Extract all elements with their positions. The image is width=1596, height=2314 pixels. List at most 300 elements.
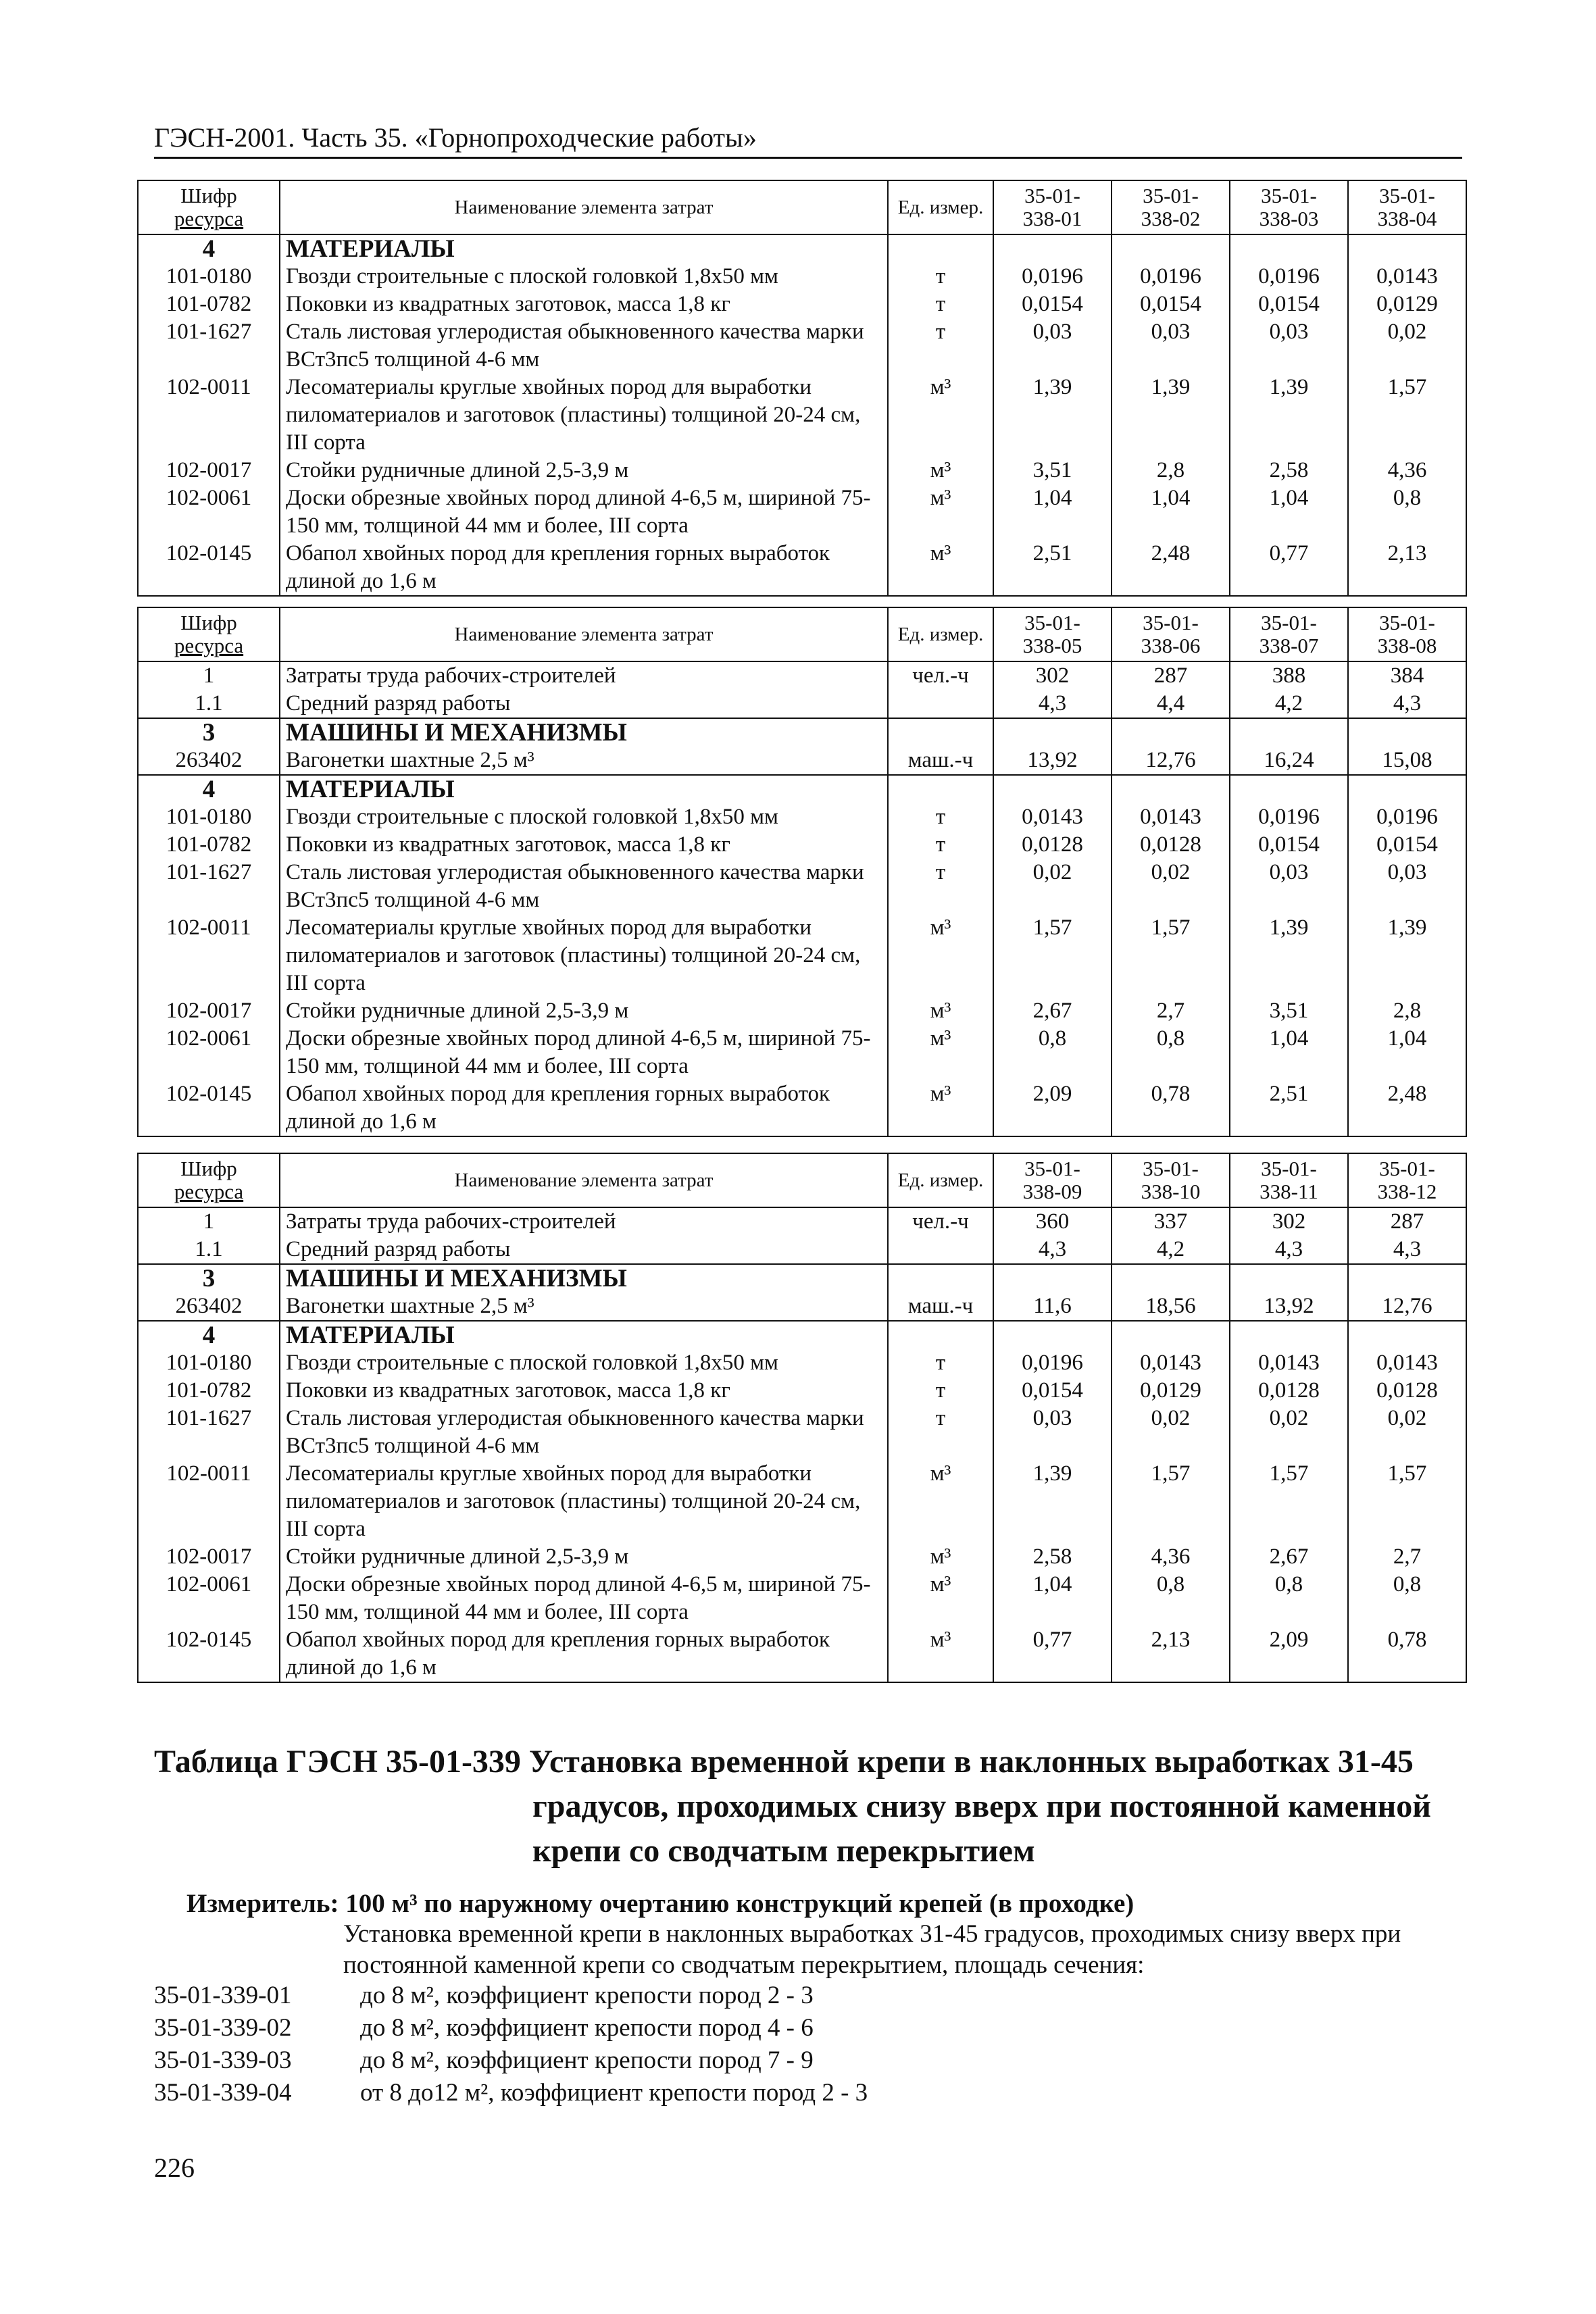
row-value — [1348, 1321, 1466, 1349]
header-norm-line1: 35-01- — [1024, 611, 1080, 634]
row-value: 0,03 — [993, 318, 1112, 374]
row-value: 384 — [1348, 661, 1466, 690]
row-value: 2,7 — [1112, 997, 1230, 1025]
row-value: 1,39 — [993, 1460, 1112, 1543]
header-norm-code — [1112, 180, 1230, 234]
header-norm-line1: 35-01- — [1379, 611, 1435, 634]
header-norm-code — [1348, 180, 1466, 234]
row-value: 0,0154 — [993, 291, 1112, 318]
table-row — [138, 540, 1466, 596]
row-value: 4,3 — [1348, 690, 1466, 718]
row-value: 13,92 — [1230, 1292, 1348, 1321]
row-code: 101-0782 — [138, 291, 280, 318]
row-unit: м³ — [888, 484, 993, 540]
header-norm-line1: 35-01- — [1143, 611, 1199, 634]
header-norm-code — [993, 180, 1112, 234]
table-row — [138, 1377, 1466, 1405]
row-unit: м³ — [888, 374, 993, 457]
row-code: 4 — [138, 1321, 280, 1349]
row-code: 1.1 — [138, 690, 280, 718]
row-code: 1 — [138, 661, 280, 690]
table-row — [138, 1236, 1466, 1264]
row-unit: маш.-ч — [888, 1292, 993, 1321]
row-name: Лесоматериалы круглые хвойных пород для выработки пиломатериалов и заготовок (пластины) толщиной 20-24 см, III сорта — [280, 1460, 888, 1543]
row-name: Лесоматериалы круглые хвойных пород для выработки пиломатериалов и заготовок (пластины) толщиной 20-24 см, III сорта — [280, 374, 888, 457]
section-row — [138, 718, 1466, 747]
row-value: 1,57 — [993, 914, 1112, 997]
resource-table-3 — [137, 1153, 1467, 1683]
row-value: 0,03 — [1230, 318, 1348, 374]
row-name: МАТЕРИАЛЫ — [280, 775, 888, 803]
section-row — [138, 1264, 1466, 1292]
row-value: 0,02 — [1348, 318, 1466, 374]
row-unit — [888, 234, 993, 263]
row-code: 102-0061 — [138, 1025, 280, 1080]
row-name: Доски обрезные хвойных пород длиной 4-6,5 м, шириной 75-150 мм, толщиной 44 мм и более, III сорта — [280, 1571, 888, 1626]
resource-table-body — [138, 1153, 1466, 1682]
table-row — [138, 291, 1466, 318]
row-code: 101-0782 — [138, 831, 280, 859]
row-value: 0,0196 — [1112, 263, 1230, 291]
table-row — [138, 661, 1466, 690]
row-name: Стойки рудничные длиной 2,5-3,9 м — [280, 997, 888, 1025]
row-code: 102-0145 — [138, 540, 280, 596]
row-value: 0,78 — [1112, 1080, 1230, 1136]
row-unit: чел.-ч — [888, 661, 993, 690]
table-row — [138, 1571, 1466, 1626]
header-norm-line2: 338-10 — [1141, 1180, 1201, 1203]
header-code-line2: ресурса — [174, 634, 244, 657]
page-number: 226 — [154, 2153, 195, 2183]
code-number: 35-01-339-02 — [154, 2014, 292, 2042]
table-row — [138, 1025, 1466, 1080]
row-name: Затраты труда рабочих-строителей — [280, 1207, 888, 1236]
row-value: 0,0196 — [1230, 263, 1348, 291]
table-row — [138, 1626, 1466, 1682]
row-value: 1,04 — [993, 1571, 1112, 1626]
row-value: 0,0128 — [993, 831, 1112, 859]
row-name: Доски обрезные хвойных пород длиной 4-6,5 м, шириной 75-150 мм, толщиной 44 мм и более, III сорта — [280, 484, 888, 540]
row-name: МАШИНЫ И МЕХАНИЗМЫ — [280, 1264, 888, 1292]
header-name: Наименование элемента затрат — [280, 1153, 888, 1207]
row-value: 2,48 — [1348, 1080, 1466, 1136]
row-value: 2,8 — [1348, 997, 1466, 1025]
row-name: Стойки рудничные длиной 2,5-3,9 м — [280, 1543, 888, 1571]
row-value: 16,24 — [1230, 747, 1348, 775]
row-value: 13,92 — [993, 747, 1112, 775]
header-norm-code — [1348, 1153, 1466, 1207]
table-row — [138, 914, 1466, 997]
table-row — [138, 831, 1466, 859]
row-value: 360 — [993, 1207, 1112, 1236]
row-value: 0,0129 — [1112, 1377, 1230, 1405]
code-text: до 8 м², коэффициент крепости пород 7 - 9 — [360, 2046, 814, 2074]
row-value: 0,78 — [1348, 1626, 1466, 1682]
header-norm-line1: 35-01- — [1261, 184, 1317, 207]
row-name: Гвозди строительные с плоской головкой 1,8х50 мм — [280, 1349, 888, 1377]
row-value: 1,39 — [1230, 374, 1348, 457]
row-value: 0,77 — [1230, 540, 1348, 596]
caption-line-2: градусов, проходимых снизу вверх при постоянной каменной — [532, 1788, 1431, 1824]
row-value: 4,3 — [1230, 1236, 1348, 1264]
row-code: 101-1627 — [138, 1405, 280, 1460]
row-value: 2,58 — [1230, 457, 1348, 484]
row-code: 102-0017 — [138, 997, 280, 1025]
row-name: Доски обрезные хвойных пород длиной 4-6,5 м, шириной 75-150 мм, толщиной 44 мм и более, III сорта — [280, 1025, 888, 1080]
row-unit: м³ — [888, 1626, 993, 1682]
row-code: 102-0011 — [138, 1460, 280, 1543]
row-value: 2,13 — [1112, 1626, 1230, 1682]
table-row — [138, 263, 1466, 291]
table-caption — [154, 1740, 1465, 1873]
header-norm-code — [993, 607, 1112, 661]
row-code: 102-0145 — [138, 1080, 280, 1136]
row-unit: м³ — [888, 1571, 993, 1626]
row-value: 1,57 — [1348, 374, 1466, 457]
header-name: Наименование элемента затрат — [280, 180, 888, 234]
row-name: Обапол хвойных пород для крепления горных выработок длиной до 1,6 м — [280, 1080, 888, 1136]
row-value: 4,3 — [993, 1236, 1112, 1264]
row-value: 0,0154 — [1230, 291, 1348, 318]
row-code: 101-0180 — [138, 263, 280, 291]
row-value — [1348, 718, 1466, 747]
code-number: 35-01-339-01 — [154, 1982, 292, 2009]
header-norm-line2: 338-09 — [1022, 1180, 1082, 1203]
header-norm-code — [1112, 1153, 1230, 1207]
row-code: 101-0180 — [138, 1349, 280, 1377]
row-unit: м³ — [888, 457, 993, 484]
row-name: Сталь листовая углеродистая обыкновенного качества марки ВСт3пс5 толщиной 4-6 мм — [280, 859, 888, 914]
row-value — [1230, 1321, 1348, 1349]
work-description: Установка временной крепи в наклонных выработках 31-45 градусов, проходимых снизу вверх при постоянной каменной крепи со сводчатым перекрытием, площадь сечения: — [343, 1920, 1401, 1979]
row-value: 0,03 — [1348, 859, 1466, 914]
table-row — [138, 457, 1466, 484]
row-value: 2,7 — [1348, 1543, 1466, 1571]
row-unit — [888, 775, 993, 803]
code-number: 35-01-339-04 — [154, 2079, 292, 2107]
row-value: 4,36 — [1348, 457, 1466, 484]
row-value — [1348, 775, 1466, 803]
caption-line-3: крепи со сводчатым перекрытием — [532, 1833, 1035, 1869]
header-norm-line1: 35-01- — [1024, 1157, 1080, 1180]
row-value: 337 — [1112, 1207, 1230, 1236]
row-value — [993, 718, 1112, 747]
row-value: 0,02 — [1348, 1405, 1466, 1460]
table-header-row — [138, 1153, 1466, 1207]
row-value — [993, 234, 1112, 263]
row-code: 102-0061 — [138, 1571, 280, 1626]
row-unit: т — [888, 1377, 993, 1405]
row-value: 1,39 — [1112, 374, 1230, 457]
row-code: 1 — [138, 1207, 280, 1236]
row-value: 0,0143 — [1348, 1349, 1466, 1377]
table-row — [138, 1080, 1466, 1136]
row-value: 2,67 — [993, 997, 1112, 1025]
row-code: 101-1627 — [138, 318, 280, 374]
table-row — [138, 1460, 1466, 1543]
table-row — [138, 690, 1466, 718]
row-unit: т — [888, 803, 993, 831]
resource-table-1 — [137, 180, 1467, 597]
header-code — [138, 180, 280, 234]
page-header: ГЭСН-2001. Часть 35. «Горнопроходческие работы» — [154, 119, 1462, 159]
row-unit: т — [888, 859, 993, 914]
row-value: 0,0128 — [1112, 831, 1230, 859]
row-code: 263402 — [138, 1292, 280, 1321]
row-unit: м³ — [888, 997, 993, 1025]
row-value — [993, 775, 1112, 803]
row-unit: м³ — [888, 1543, 993, 1571]
header-name: Наименование элемента затрат — [280, 607, 888, 661]
row-code: 102-0011 — [138, 374, 280, 457]
table-row — [138, 1405, 1466, 1460]
row-name: Вагонетки шахтные 2,5 м³ — [280, 747, 888, 775]
row-name: Стойки рудничные длиной 2,5-3,9 м — [280, 457, 888, 484]
row-value — [1230, 718, 1348, 747]
row-value — [1230, 1264, 1348, 1292]
header-code-line2: ресурса — [174, 1180, 244, 1203]
row-name: Средний разряд работы — [280, 1236, 888, 1264]
header-norm-line2: 338-07 — [1259, 634, 1319, 657]
header-norm-line1: 35-01- — [1379, 184, 1435, 207]
row-value: 0,0143 — [1348, 263, 1466, 291]
row-code: 1.1 — [138, 1236, 280, 1264]
row-value: 1,04 — [1230, 484, 1348, 540]
row-value: 0,03 — [1230, 859, 1348, 914]
row-value: 2,13 — [1348, 540, 1466, 596]
header-unit: Ед. измер. — [888, 180, 993, 234]
row-unit: чел.-ч — [888, 1207, 993, 1236]
row-unit — [888, 1321, 993, 1349]
row-unit: т — [888, 318, 993, 374]
code-row — [154, 2077, 868, 2109]
header-norm-code — [993, 1153, 1112, 1207]
row-value: 0,0196 — [1348, 803, 1466, 831]
header-norm-line2: 338-05 — [1022, 634, 1082, 657]
row-value: 3,51 — [993, 457, 1112, 484]
row-value: 0,8 — [1112, 1571, 1230, 1626]
code-text: от 8 до12 м², коэффициент крепости пород 2 - 3 — [360, 2079, 868, 2107]
row-value: 2,09 — [993, 1080, 1112, 1136]
header-unit: Ед. измер. — [888, 1153, 993, 1207]
table-row — [138, 1349, 1466, 1377]
row-value: 3,51 — [1230, 997, 1348, 1025]
row-unit: м³ — [888, 1080, 993, 1136]
row-value — [993, 1321, 1112, 1349]
row-code: 102-0011 — [138, 914, 280, 997]
row-value: 2,67 — [1230, 1543, 1348, 1571]
row-value: 0,0143 — [993, 803, 1112, 831]
table-row — [138, 997, 1466, 1025]
row-code: 263402 — [138, 747, 280, 775]
row-unit — [888, 690, 993, 718]
row-value: 0,02 — [1112, 1405, 1230, 1460]
row-unit: м³ — [888, 540, 993, 596]
section-row — [138, 775, 1466, 803]
row-unit — [888, 1264, 993, 1292]
row-value: 0,0128 — [1230, 1377, 1348, 1405]
row-code: 102-0017 — [138, 457, 280, 484]
row-value: 1,39 — [993, 374, 1112, 457]
row-name: Сталь листовая углеродистая обыкновенного качества марки ВСт3пс5 толщиной 4-6 мм — [280, 1405, 888, 1460]
header-norm-line1: 35-01- — [1379, 1157, 1435, 1180]
header-norm-code — [1230, 607, 1348, 661]
row-value: 2,51 — [1230, 1080, 1348, 1136]
row-value: 2,09 — [1230, 1626, 1348, 1682]
row-value: 1,57 — [1112, 1460, 1230, 1543]
row-value — [1348, 1264, 1466, 1292]
row-value: 0,0154 — [1348, 831, 1466, 859]
row-name: Гвозди строительные с плоской головкой 1,8х50 мм — [280, 263, 888, 291]
row-value: 0,0196 — [993, 263, 1112, 291]
row-value: 4,3 — [993, 690, 1112, 718]
row-unit: м³ — [888, 914, 993, 997]
row-unit — [888, 1236, 993, 1264]
row-value: 0,0129 — [1348, 291, 1466, 318]
row-value: 0,02 — [993, 859, 1112, 914]
row-name: Гвозди строительные с плоской головкой 1,8х50 мм — [280, 803, 888, 831]
row-value: 1,39 — [1230, 914, 1348, 997]
row-value — [1348, 234, 1466, 263]
row-value: 0,8 — [1112, 1025, 1230, 1080]
header-code-line1: Шифр — [180, 184, 237, 207]
row-value: 15,08 — [1348, 747, 1466, 775]
row-name: Сталь листовая углеродистая обыкновенного качества марки ВСт3пс5 толщиной 4-6 мм — [280, 318, 888, 374]
table-row — [138, 318, 1466, 374]
row-unit: м³ — [888, 1025, 993, 1080]
header-norm-line2: 338-11 — [1260, 1180, 1318, 1203]
row-value: 2,48 — [1112, 540, 1230, 596]
row-value: 4,3 — [1348, 1236, 1466, 1264]
row-value: 388 — [1230, 661, 1348, 690]
row-value: 1,04 — [993, 484, 1112, 540]
row-value — [993, 1264, 1112, 1292]
table-row — [138, 859, 1466, 914]
code-text: до 8 м², коэффициент крепости пород 2 - 3 — [360, 1982, 814, 2009]
header-code — [138, 1153, 280, 1207]
table-row — [138, 1292, 1466, 1321]
row-value: 0,0154 — [1112, 291, 1230, 318]
header-norm-line1: 35-01- — [1143, 184, 1199, 207]
row-name: Затраты труда рабочих-строителей — [280, 661, 888, 690]
row-code: 3 — [138, 718, 280, 747]
row-unit: маш.-ч — [888, 747, 993, 775]
row-unit: т — [888, 291, 993, 318]
row-value — [1112, 718, 1230, 747]
meter-line: Измеритель: 100 м³ по наружному очертанию конструкций крепей (в проходке) — [186, 1889, 1134, 1918]
row-value: 0,8 — [1348, 484, 1466, 540]
row-value: 12,76 — [1112, 747, 1230, 775]
header-norm-line1: 35-01- — [1261, 1157, 1317, 1180]
table-row — [138, 1543, 1466, 1571]
row-value: 12,76 — [1348, 1292, 1466, 1321]
row-value: 302 — [993, 661, 1112, 690]
row-name: Поковки из квадратных заготовок, масса 1,8 кг — [280, 291, 888, 318]
code-row — [154, 1980, 868, 2012]
header-unit: Ед. измер. — [888, 607, 993, 661]
row-value — [1112, 775, 1230, 803]
row-value: 0,02 — [1230, 1405, 1348, 1460]
row-value: 0,8 — [1230, 1571, 1348, 1626]
row-value: 287 — [1112, 661, 1230, 690]
header-norm-line1: 35-01- — [1024, 184, 1080, 207]
table-header-row — [138, 607, 1466, 661]
header-norm-line2: 338-04 — [1377, 207, 1437, 230]
row-unit: м³ — [888, 1460, 993, 1543]
header-norm-line1: 35-01- — [1261, 611, 1317, 634]
row-value — [1112, 1264, 1230, 1292]
row-unit: т — [888, 1405, 993, 1460]
caption-line-1: Таблица ГЭСН 35-01-339 Установка временной крепи в наклонных выработках 31-45 — [154, 1744, 1414, 1780]
row-value: 1,04 — [1112, 484, 1230, 540]
header-code-line1: Шифр — [180, 611, 237, 634]
row-value — [1112, 234, 1230, 263]
row-code: 101-1627 — [138, 859, 280, 914]
row-value — [1112, 1321, 1230, 1349]
header-norm-line2: 338-06 — [1141, 634, 1201, 657]
header-code-line2: ресурса — [174, 207, 244, 230]
row-value: 0,02 — [1112, 859, 1230, 914]
header-norm-line2: 338-12 — [1377, 1180, 1437, 1203]
header-norm-code — [1112, 607, 1230, 661]
header-norm-line2: 338-08 — [1377, 634, 1437, 657]
resource-table-body — [138, 607, 1466, 1136]
header-norm-code — [1230, 180, 1348, 234]
row-value: 0,8 — [1348, 1571, 1466, 1626]
row-value: 1,57 — [1230, 1460, 1348, 1543]
row-name: Лесоматериалы круглые хвойных пород для выработки пиломатериалов и заготовок (пластины) толщиной 20-24 см, III сорта — [280, 914, 888, 997]
row-value: 0,8 — [993, 1025, 1112, 1080]
row-value: 0,0154 — [993, 1377, 1112, 1405]
row-code: 4 — [138, 775, 280, 803]
row-value: 0,0143 — [1112, 803, 1230, 831]
row-value — [1230, 234, 1348, 263]
header-norm-line2: 338-02 — [1141, 207, 1201, 230]
header-norm-line2: 338-03 — [1259, 207, 1319, 230]
row-value: 302 — [1230, 1207, 1348, 1236]
row-unit: т — [888, 831, 993, 859]
row-value: 0,0196 — [993, 1349, 1112, 1377]
section-row — [138, 234, 1466, 263]
row-name: Поковки из квадратных заготовок, масса 1,8 кг — [280, 831, 888, 859]
row-name: МАТЕРИАЛЫ — [280, 234, 888, 263]
row-value: 4,2 — [1230, 690, 1348, 718]
row-value: 2,8 — [1112, 457, 1230, 484]
row-value: 0,77 — [993, 1626, 1112, 1682]
code-row — [154, 2044, 868, 2077]
row-name: Обапол хвойных пород для крепления горных выработок длиной до 1,6 м — [280, 540, 888, 596]
row-value: 0,0154 — [1230, 831, 1348, 859]
table-row — [138, 374, 1466, 457]
row-value: 1,57 — [1112, 914, 1230, 997]
row-unit: т — [888, 1349, 993, 1377]
row-value: 0,0196 — [1230, 803, 1348, 831]
row-value: 2,58 — [993, 1543, 1112, 1571]
row-code: 102-0061 — [138, 484, 280, 540]
row-value: 1,39 — [1348, 914, 1466, 997]
row-unit — [888, 718, 993, 747]
row-code: 4 — [138, 234, 280, 263]
section-row — [138, 1321, 1466, 1349]
row-value: 0,0143 — [1230, 1349, 1348, 1377]
table-row — [138, 747, 1466, 775]
resource-table-body — [138, 180, 1466, 596]
code-number: 35-01-339-03 — [154, 2046, 292, 2074]
row-value: 4,4 — [1112, 690, 1230, 718]
row-code: 101-0782 — [138, 1377, 280, 1405]
row-value: 0,03 — [993, 1405, 1112, 1460]
code-row — [154, 2012, 868, 2044]
